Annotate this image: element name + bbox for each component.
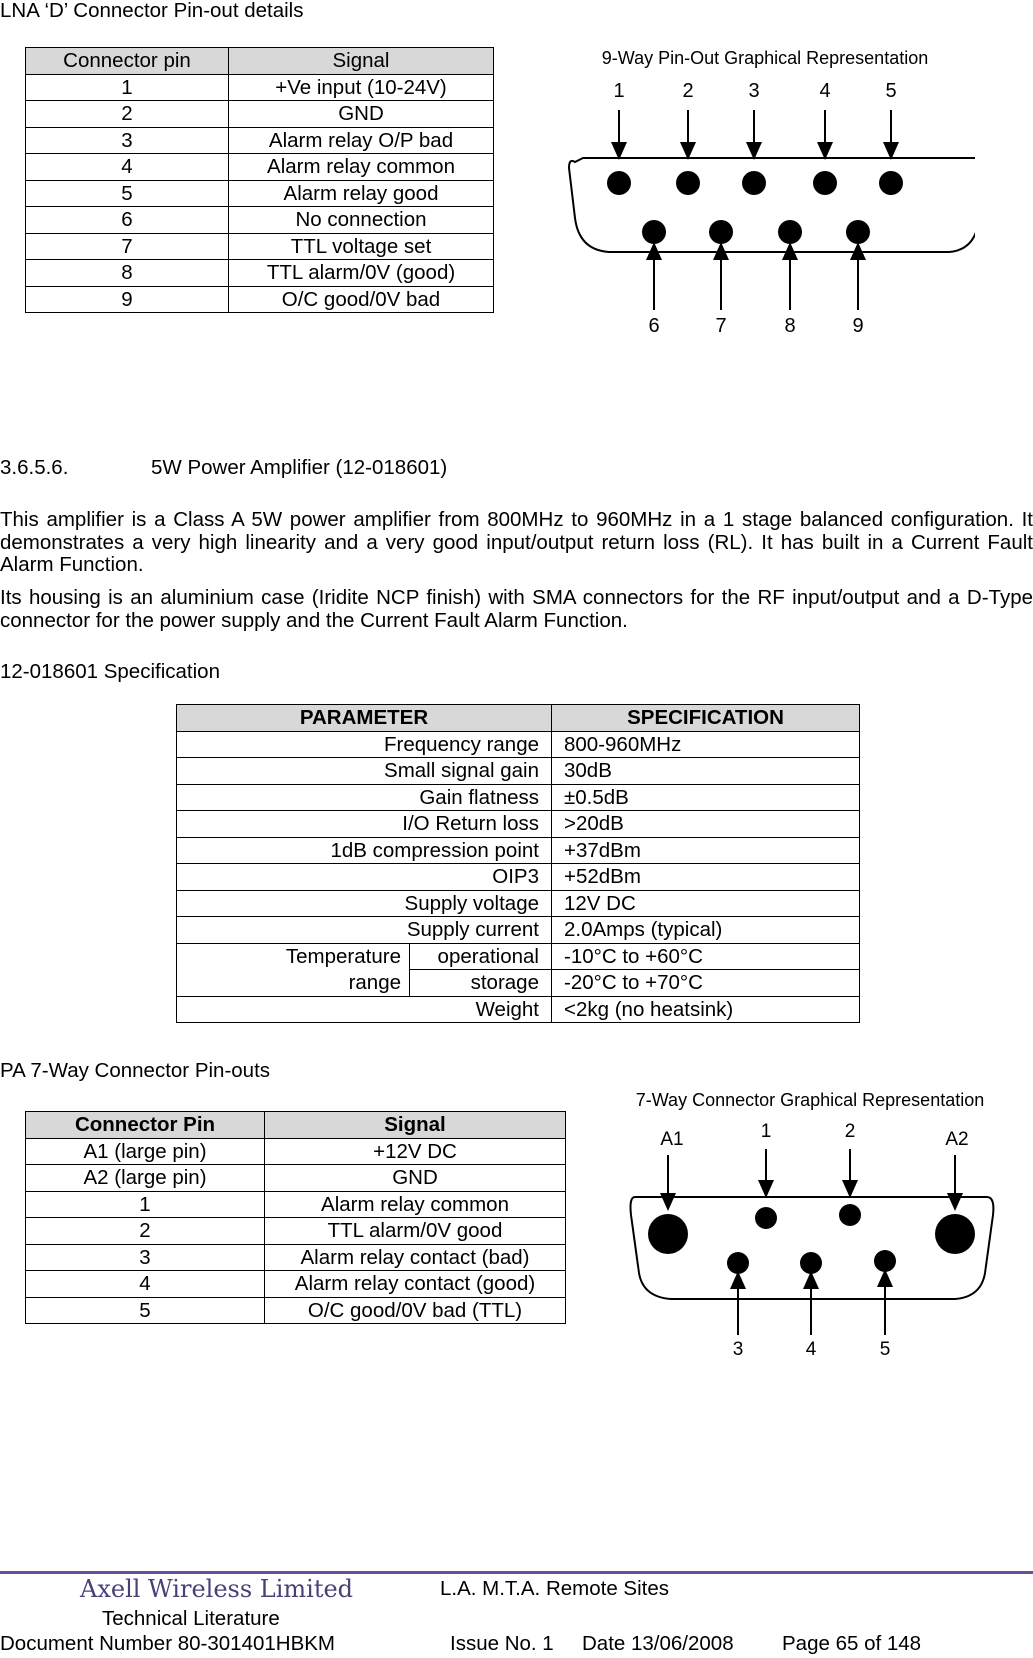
parameter-cell: Frequency range [177,731,552,758]
pin-label: 8 [784,315,796,337]
pin-label: 4 [805,1339,817,1360]
table-row [26,1218,566,1245]
parameter-cell: storage [410,970,552,997]
top-pin-arrows [668,1149,955,1203]
parameter-cell: Small signal gain [177,758,552,785]
table-header-row [177,705,860,732]
value-cell: 2.0Amps (typical) [552,917,860,944]
signal-cell: Alarm relay contact (good) [265,1271,566,1298]
signal-cell: GND [229,101,494,128]
housing-paragraph: Its housing is an aluminium case (Iridite NCP finish) with SMA connectors for the RF input/output and a D-Type connector for the power supply and the Current Fault Alarm Function. [0,586,1033,632]
table-row [26,260,494,287]
pin-cell: 2 [26,101,229,128]
pin-label: 1 [613,80,625,102]
pin-label: 7 [715,315,727,337]
parameter-cell: Supply voltage [177,890,552,917]
pin-cell: 9 [26,286,229,313]
seven-way-connector-diagram [625,1085,1005,1360]
pa-pinout-table [25,1111,566,1324]
section-title: 5W Power Amplifier (12-018601) [151,456,448,479]
pin-label: 5 [879,1339,891,1360]
table-row [26,1244,566,1271]
pin-cell: 1 [26,1191,265,1218]
signal-cell: TTL voltage set [229,233,494,260]
table-row [26,154,494,181]
lna-heading: LNA ‘D’ Connector Pin-out details [0,0,304,22]
table-row [26,1165,566,1192]
table-row [177,943,860,970]
pin-label: 3 [748,80,760,102]
table-row [26,233,494,260]
pin-cell: 5 [26,1297,265,1324]
value-cell: +37dBm [552,837,860,864]
top-pin-arrows [619,110,891,152]
parameter-cell: I/O Return loss [177,811,552,838]
value-cell: 30dB [552,758,860,785]
table-row [177,864,860,891]
bottom-pin-arrows [654,250,858,310]
column-header: Connector pin [26,48,229,75]
value-cell: 800-960MHz [552,731,860,758]
pin-label: 3 [732,1339,744,1360]
pin-cell: 4 [26,1271,265,1298]
table-row [26,1191,566,1218]
pin-cell: A1 (large pin) [26,1138,265,1165]
pin-cell: 1 [26,74,229,101]
table-row [177,758,860,785]
signal-cell: +Ve input (10-24V) [229,74,494,101]
pin-label: 2 [844,1121,856,1142]
pa-heading: PA 7-Way Connector Pin-outs [0,1059,271,1082]
signal-cell: TTL alarm/0V good [265,1218,566,1245]
column-header: Signal [229,48,494,75]
pin-label: 5 [885,80,897,102]
parameter-cell: Weight [177,996,552,1023]
parameter-cell: operational [410,943,552,970]
signal-cell: Alarm relay O/P bad [229,127,494,154]
value-cell: +52dBm [552,864,860,891]
table-row [26,207,494,234]
nine-way-connector-diagram [555,40,975,340]
pin-label: A1 [660,1129,684,1150]
pin-cell: 7 [26,233,229,260]
value-cell: -10°C to +60°C [552,943,860,970]
pin-label: A2 [945,1129,969,1150]
signal-cell: Alarm relay good [229,180,494,207]
pin-cell: 4 [26,154,229,181]
signal-cell: +12V DC [265,1138,566,1165]
page-number: Page 65 of 148 [782,1632,922,1655]
pin-label: 2 [682,80,694,102]
spec-table [176,704,860,1023]
table-row [26,74,494,101]
signal-cell: No connection [229,207,494,234]
pin-cell: 5 [26,180,229,207]
pin-label: 9 [852,315,864,337]
table-row [177,731,860,758]
table-row [26,101,494,128]
diagram-title: 9-Way Pin-Out Graphical Representation [601,48,929,68]
pin-cell: A2 (large pin) [26,1165,265,1192]
value-cell: >20dB [552,811,860,838]
table-row [26,286,494,313]
pin-label: 1 [760,1121,772,1142]
parameter-cell: Gain flatness [177,784,552,811]
value-cell: -20°C to +70°C [552,970,860,997]
signal-cell: O/C good/0V bad (TTL) [265,1297,566,1324]
table-row [26,1271,566,1298]
table-row [177,811,860,838]
issue-number: Issue No. 1 [450,1632,554,1655]
table-header-row [26,1112,566,1139]
signal-cell: O/C good/0V bad [229,286,494,313]
table-row [177,996,860,1023]
table-row [26,127,494,154]
pin-cell: 3 [26,127,229,154]
table-row [177,837,860,864]
lna-pinout-table [25,47,494,313]
value-cell: 12V DC [552,890,860,917]
pin-label: 4 [819,80,831,102]
column-header: Connector Pin [26,1112,265,1139]
connector-pins [648,1204,975,1274]
parameter-cell: 1dB compression point [177,837,552,864]
column-header: SPECIFICATION [552,705,860,732]
table-row [26,1297,566,1324]
pin-cell: 3 [26,1244,265,1271]
pin-cell: 6 [26,207,229,234]
bottom-pin-arrows [738,1277,885,1335]
doc-subtitle: Technical Literature [102,1607,280,1630]
parameter-cell: OIP3 [177,864,552,891]
signal-cell: Alarm relay contact (bad) [265,1244,566,1271]
value-cell: ±0.5dB [552,784,860,811]
temperature-range-cell: Temperature range [177,943,410,996]
company-name: Axell Wireless Limited [80,1575,354,1603]
diagram-title: 7-Way Connector Graphical Representation [635,1090,985,1110]
signal-cell: GND [265,1165,566,1192]
footer-rule [0,1571,1033,1574]
table-row [26,1138,566,1165]
document-number: Document Number 80-301401HBKM [0,1632,335,1655]
spec-heading: 12-018601 Specification [0,660,220,683]
table-row [26,180,494,207]
table-row [177,917,860,944]
table-row [177,784,860,811]
signal-cell: Alarm relay common [229,154,494,181]
pin-label: 6 [648,315,660,337]
project-name: L.A. M.T.A. Remote Sites [440,1577,669,1600]
value-cell: <2kg (no heatsink) [552,996,860,1023]
column-header: Signal [265,1112,566,1139]
pin-cell: 2 [26,1218,265,1245]
connector-shell [569,158,975,252]
pin-cell: 8 [26,260,229,287]
connector-pins [607,171,903,244]
table-row [177,890,860,917]
signal-cell: TTL alarm/0V (good) [229,260,494,287]
issue-date: Date 13/06/2008 [582,1632,734,1655]
column-header: PARAMETER [177,705,552,732]
intro-paragraph: This amplifier is a Class A 5W power amplifier from 800MHz to 960MHz in a 1 stage balanced configuration. It demonstrates a very high linearity and a very good input/output return loss (RL). It has built in a Current Fault Alarm Function. [0,508,1033,576]
parameter-cell: Supply current [177,917,552,944]
section-number: 3.6.5.6. [0,456,69,479]
signal-cell: Alarm relay common [265,1191,566,1218]
table-header-row [26,48,494,75]
